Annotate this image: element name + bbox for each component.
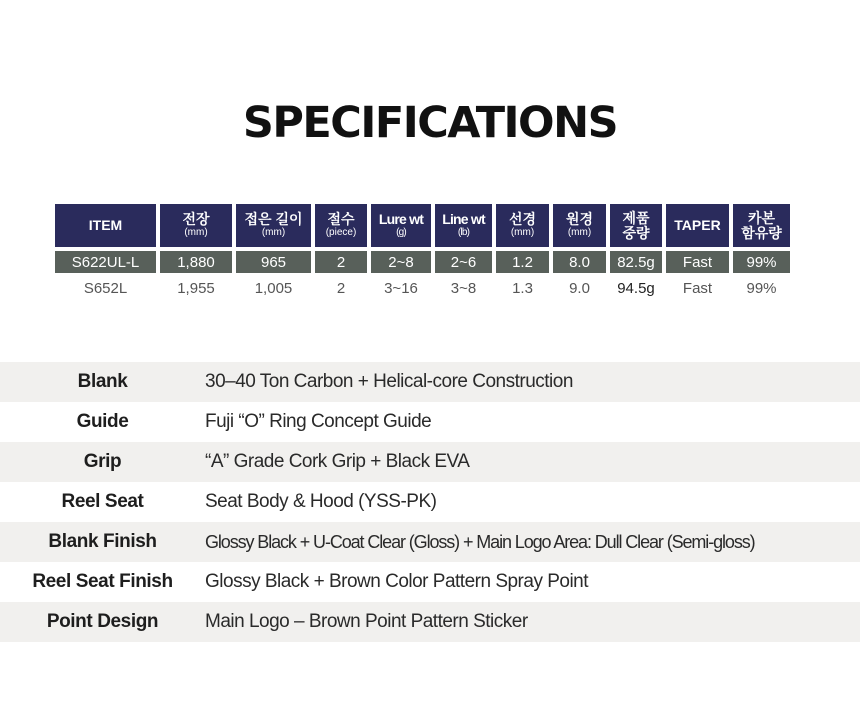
header-carbon-content: 카본 함유량 [733,204,790,247]
cell-product-weight: 82.5g [610,251,662,273]
cell-tip-diameter: 1.3 [512,279,533,297]
detail-row-blank [0,362,860,402]
cell-pieces: 2 [336,279,346,297]
cell-lure-weight: 2~8 [371,251,431,273]
header-folded-length: 접은 길이 (mm) [236,204,311,247]
spec-table [51,204,794,303]
header-line-weight: Line wt (lb) [435,204,492,247]
detail-row-reel-seat-finish [0,562,860,602]
cell-folded-length: 1,005 [254,279,293,297]
page-title: SPECIFICATIONS [242,98,618,148]
cell-item: S652L [83,279,128,297]
detail-row-grip [0,442,860,482]
detail-value: Main Logo – Brown Point Pattern Sticker [205,611,528,632]
detail-label: Point Design [46,611,159,632]
detail-row-guide [0,402,860,442]
cell-tip-diameter: 1.2 [496,251,549,273]
detail-label: Blank [77,371,128,392]
spec-header-row [55,204,790,247]
detail-row-blank-finish [0,522,860,562]
header-butt-diameter: 원경 (mm) [553,204,606,247]
detail-label: Grip [83,451,122,472]
cell-taper: Fast [666,251,729,273]
details-list [0,362,860,642]
header-tip-diameter: 선경 (mm) [496,204,549,247]
detail-row-point-design [0,602,860,642]
cell-folded-length: 965 [236,251,311,273]
detail-label: Reel Seat Finish [32,571,173,592]
cell-total-length: 1,880 [160,251,232,273]
cell-taper: Fast [682,279,713,297]
detail-value: Glossy Black + Brown Color Pattern Spray Point [205,571,589,592]
detail-label: Reel Seat [61,491,144,512]
header-product-weight: 제품 중량 [610,204,662,247]
cell-line-weight: 2~6 [435,251,492,273]
table-row [55,251,790,273]
cell-line-weight: 3~8 [450,279,477,297]
detail-value: Glossy Black + U-Coat Clear (Gloss) + Main Logo Area: Dull Clear (Semi-gloss) [205,531,755,552]
cell-carbon-content: 99% [746,279,777,297]
header-item: ITEM [55,204,156,247]
detail-value: Seat Body & Hood (YSS-PK) [205,491,437,512]
detail-label: Blank Finish [48,531,157,552]
detail-value: “A” Grade Cork Grip + Black EVA [205,451,470,472]
cell-total-length: 1,955 [177,279,215,297]
cell-lure-weight: 3~16 [384,279,418,297]
cell-carbon-content: 99% [733,251,790,273]
header-lure-weight: Lure wt (g) [371,204,431,247]
cell-butt-diameter: 9.0 [569,279,590,297]
cell-pieces: 2 [315,251,367,273]
header-pieces: 절수 (piece) [315,204,367,247]
detail-value: 30–40 Ton Carbon + Helical-core Construction [205,371,573,392]
detail-label: Guide [76,411,129,432]
detail-row-reel-seat [0,482,860,522]
cell-butt-diameter: 8.0 [553,251,606,273]
cell-item: S622UL-L [55,251,156,273]
table-row [55,273,790,303]
header-taper: TAPER [666,204,729,247]
header-total-length: 전장 (mm) [160,204,232,247]
cell-product-weight: 94.5g [617,279,655,297]
detail-value: Fuji “O” Ring Concept Guide [205,411,432,432]
